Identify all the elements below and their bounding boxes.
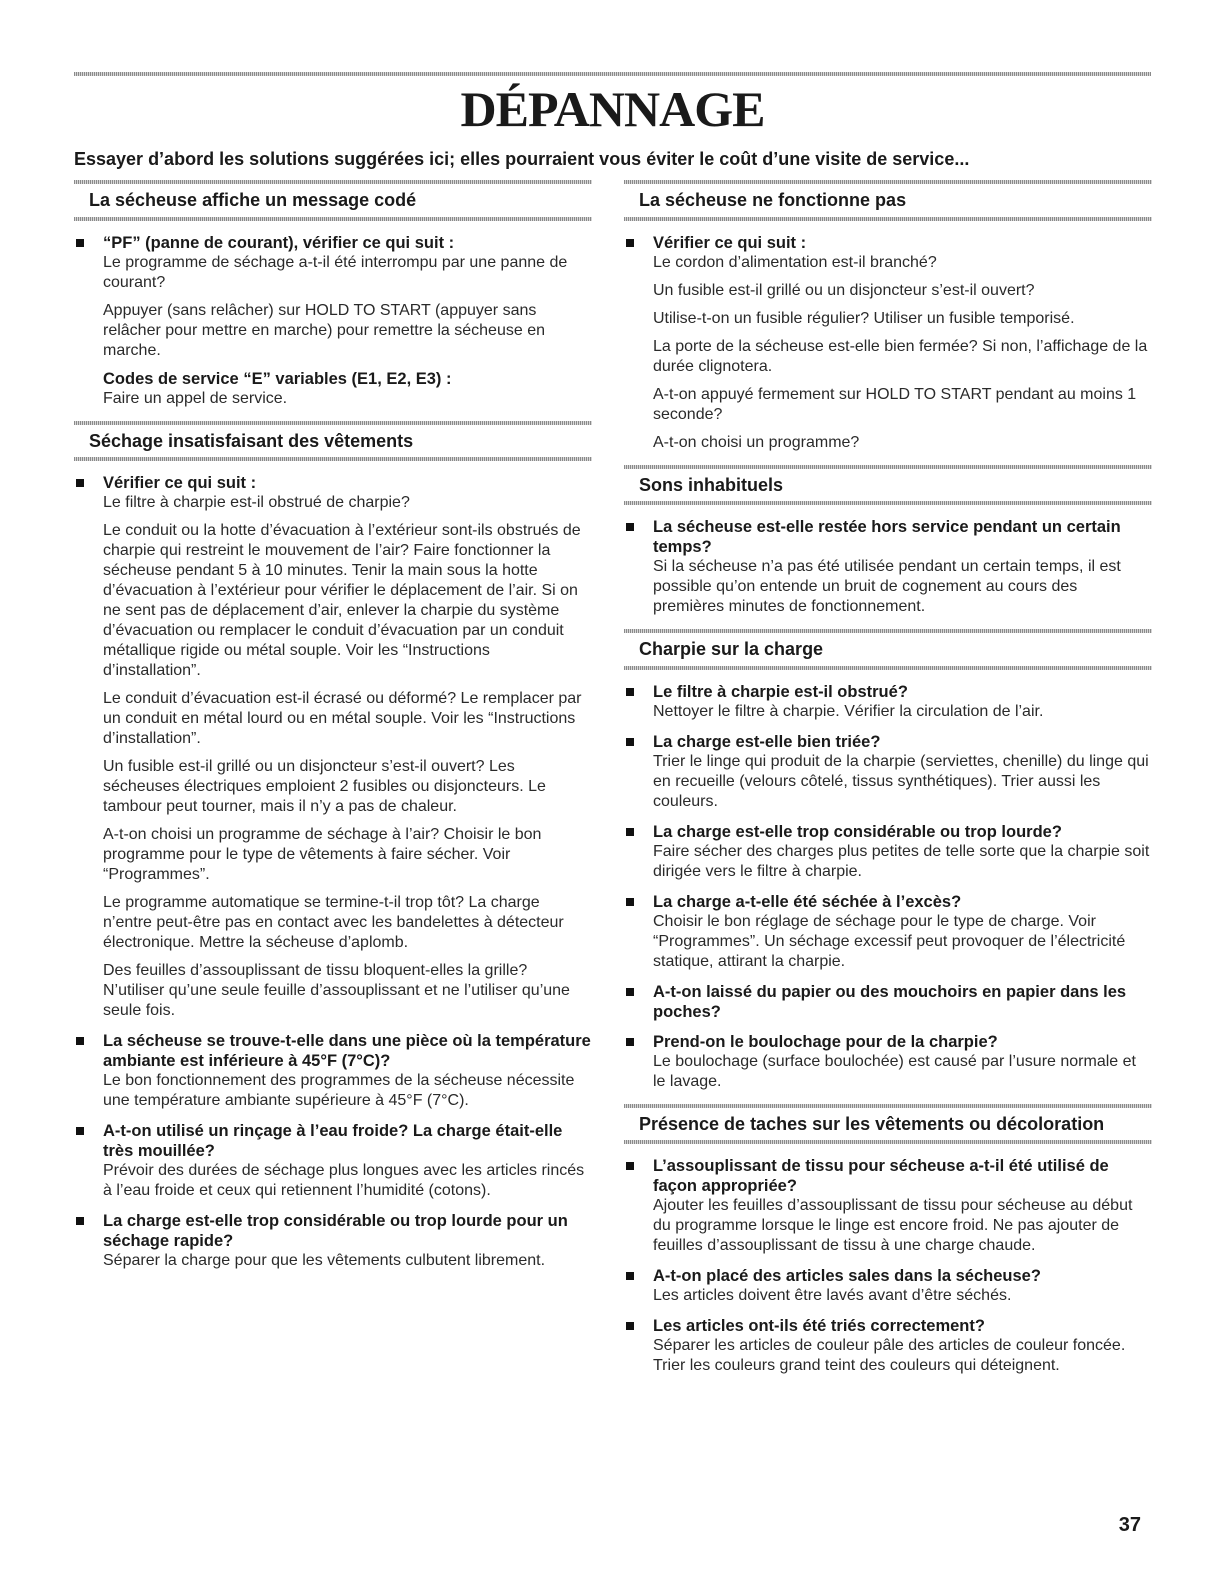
square-bullet-icon: [626, 523, 634, 531]
question: Codes de service “E” variables (E1, E2, E3) :: [103, 369, 452, 388]
answer-text: Séparer la charge pour que les vêtements culbutent librement.: [103, 1252, 546, 1269]
square-bullet-icon: [76, 479, 84, 487]
square-bullet-icon: [626, 988, 634, 996]
section-rule: [624, 1140, 1152, 1144]
list-item: [624, 892, 1152, 972]
question: Vérifier ce qui suit :: [103, 474, 257, 492]
answer-text: Le programme de séchage a-t-il été interrompu par une panne de courant?: [103, 253, 568, 291]
right-column: [624, 180, 1152, 1388]
section-title: Charpie sur la charge: [639, 639, 824, 659]
answer-text: Un fusible est-il grillé ou un disjoncteur s’est-il ouvert? Les sécheuses électriques emploient 2 fusibles ou disjoncteurs. Le tambour peut tourner, mais il n’y a pas de chaleur.: [103, 758, 546, 815]
item-list: [624, 1156, 1152, 1376]
list-item: [624, 1032, 1152, 1092]
question: Les articles ont-ils été triés correctement?: [653, 1317, 985, 1335]
question: La sécheuse se trouve-t-elle dans une pièce où la température ambiante est inférieure à 45°F (7°C)?: [103, 1032, 591, 1070]
section-la-secheuse-ne-fonctionne-pas: [624, 180, 1152, 453]
section-title: Séchage insatisfaisant des vêtements: [89, 430, 414, 451]
answer-text: Nettoyer le filtre à charpie. Vérifier la circulation de l’air.: [653, 702, 1044, 720]
section-la-secheuse-affiche-un-message-code: [74, 180, 592, 409]
list-item: [74, 233, 592, 409]
section-charpie-sur-la-charge: [624, 629, 1152, 1092]
section-sechage-insatisfaisant-des-vetements: [74, 421, 592, 1272]
question: La charge est-elle trop considérable ou trop lourde?: [653, 822, 1062, 841]
section-rule: [74, 217, 592, 221]
question: L’assouplissant de tissu pour sécheuse a-t-il été utilisé de façon appropriée?: [653, 1157, 1109, 1195]
section-sons-inhabituels: [624, 465, 1152, 618]
question: La sécheuse est-elle restée hors service pendant un certain temps?: [653, 518, 1121, 556]
question: “PF” (panne de courant), vérifier ce qui suit :: [103, 233, 455, 252]
answer-text: Prévoir des durées de séchage plus longues avec les articles rincés à l’eau froide et ceux qui retiennent l’humidité (cotons).: [103, 1162, 585, 1199]
section-presence-de-taches-sur-les-vetements-ou-: [624, 1104, 1152, 1377]
answer-text: A-t-on choisi un programme de séchage à l’air? Choisir le bon programme pour le type de vêtements à faire sécher. Voir “Programmes”.: [103, 826, 542, 883]
square-bullet-icon: [76, 239, 84, 247]
question: A-t-on placé des articles sales dans la sécheuse?: [653, 1267, 1041, 1285]
section-title: Sons inhabituels: [639, 474, 784, 495]
section-rule: [624, 501, 1152, 505]
list-item: [624, 682, 1152, 722]
answer-text: A-t-on choisi un programme?: [653, 433, 860, 451]
list-item: [624, 1316, 1152, 1376]
question: La charge est-elle bien triée?: [653, 732, 881, 751]
square-bullet-icon: [626, 828, 634, 836]
answer-text: La porte de la sécheuse est-elle bien fermée? Si non, l’affichage de la durée clignotera.: [653, 337, 1148, 375]
list-item: [624, 517, 1152, 617]
list-item: [74, 473, 592, 1021]
item-list: [624, 517, 1152, 617]
item-list: [74, 233, 592, 409]
list-item: [74, 1121, 592, 1201]
answer-text: Le cordon d’alimentation est-il branché?: [653, 253, 937, 271]
top-rule: [74, 72, 1151, 76]
list-item: [624, 732, 1152, 812]
answer-text: A-t-on appuyé fermement sur HOLD TO START pendant au moins 1 seconde?: [653, 385, 1137, 423]
item-list: [74, 473, 592, 1271]
list-item: [74, 1211, 592, 1271]
answer-text: Des feuilles d’assouplissant de tissu bloquent-elles la grille? N’utiliser qu’une seule feuille d’assouplissant et ne l’utiliser qu’une seule fois.: [103, 962, 570, 1019]
answer-text: Appuyer (sans relâcher) sur HOLD TO START (appuyer sans relâcher pour mettre en marche) pour remettre la sécheuse en marche.: [103, 301, 545, 359]
item-list: [624, 682, 1152, 1092]
answer-text: Faire un appel de service.: [103, 389, 288, 407]
left-column: [74, 180, 592, 1283]
answer-text: Le conduit ou la hotte d’évacuation à l’extérieur sont-ils obstrués de charpie qui restreint le mouvement de l’air? Faire fonctionner la sécheuse pendant 5 à 10 minutes. Tenir la main sous la hotte d’évacuation à l’extérieur pour vérifier le déplacement de l’air. Si on ne sent pas de déplacement d’air, enlever la charpie du système d’évacuation ou remplacer le conduit d’évacuation par un conduit métallique rigide ou métal souple. Voir les “Instructions d’installation”.: [103, 522, 581, 679]
intro-text: Essayer d’abord les solutions suggérées ici; elles pourraient vous éviter le coût d’une visite de service...: [74, 149, 970, 169]
question: La charge est-elle trop considérable ou trop lourde pour un séchage rapide?: [103, 1212, 568, 1250]
question: La charge a-t-elle été séchée à l’excès?: [653, 892, 962, 911]
page-title: DÉPANNAGE: [460, 81, 765, 137]
list-item: [74, 1031, 592, 1111]
square-bullet-icon: [626, 688, 634, 696]
question: Prend-on le boulochage pour de la charpie?: [653, 1032, 998, 1051]
list-item: [624, 822, 1152, 882]
item-list: [624, 233, 1152, 453]
answer-text: Le conduit d’évacuation est-il écrasé ou déformé? Le remplacer par un conduit en métal lourd ou en métal souple. Voir les “Instructions d’installation”.: [103, 690, 582, 747]
list-item: [624, 1266, 1152, 1306]
square-bullet-icon: [626, 239, 634, 247]
square-bullet-icon: [626, 1272, 634, 1280]
question: Le filtre à charpie est-il obstrué?: [653, 682, 908, 701]
square-bullet-icon: [626, 1162, 634, 1170]
list-item: [624, 1156, 1152, 1256]
answer-text: Faire sécher des charges plus petites de telle sorte que la charpie soit dirigée vers le filtre à charpie.: [653, 842, 1150, 880]
section-rule: [624, 217, 1152, 221]
list-item: [624, 982, 1152, 1022]
answer-text: Les articles doivent être lavés avant d’être séchés.: [653, 1287, 1012, 1304]
answer-text: Choisir le bon réglage de séchage pour le type de charge. Voir “Programmes”. Un séchage excessif peut provoquer de l’électricité statique, attirant la charpie.: [653, 912, 1126, 970]
question: A-t-on laissé du papier ou des mouchoirs en papier dans les poches?: [653, 982, 1127, 1021]
square-bullet-icon: [626, 738, 634, 746]
answer-text: Trier le linge qui produit de la charpie (serviettes, chenille) du linge qui en recueille (velours côtelé, tissus synthétiques). Trier aussi les couleurs.: [653, 752, 1149, 810]
answer-text: Le boulochage (surface boulochée) est causé par l’usure normale et le lavage.: [653, 1052, 1136, 1090]
answer-text: Un fusible est-il grillé ou un disjoncteur s’est-il ouvert?: [653, 281, 1035, 299]
answer-text: Le bon fonctionnement des programmes de la sécheuse nécessite une température ambiante supérieure à 45°F (7°C).: [103, 1072, 575, 1109]
answer-text: Si la sécheuse n’a pas été utilisée pendant un certain temps, il est possible qu’on entende un bruit de cognement au cours des premières minutes de fonctionnement.: [653, 558, 1121, 615]
question: A-t-on utilisé un rinçage à l’eau froide? La charge était-elle très mouillée?: [103, 1122, 563, 1160]
page-number: 37: [1118, 1514, 1141, 1536]
section-title: La sécheuse affiche un message codé: [89, 190, 417, 210]
section-title: La sécheuse ne fonctionne pas: [639, 190, 907, 210]
section-rule: [624, 666, 1152, 670]
square-bullet-icon: [76, 1037, 84, 1045]
square-bullet-icon: [76, 1127, 84, 1135]
square-bullet-icon: [626, 1322, 634, 1330]
square-bullet-icon: [76, 1217, 84, 1225]
answer-text: Le filtre à charpie est-il obstrué de charpie?: [103, 494, 410, 511]
answer-text: Le programme automatique se termine-t-il trop tôt? La charge n’entre peut-être pas en contact avec les bandelettes à détecteur électronique. Mettre la sécheuse d’aplomb.: [103, 894, 564, 951]
answer-text: Séparer les articles de couleur pâle des articles de couleur foncée. Trier les couleurs grand teint des couleurs qui déteignent.: [653, 1337, 1126, 1374]
answer-text: Utilise-t-on un fusible régulier? Utiliser un fusible temporisé.: [653, 309, 1075, 327]
square-bullet-icon: [626, 898, 634, 906]
square-bullet-icon: [626, 1038, 634, 1046]
section-title: Présence de taches sur les vêtements ou décoloration: [639, 1113, 1105, 1134]
question: Vérifier ce qui suit :: [653, 233, 807, 252]
section-rule: [74, 457, 592, 461]
list-item: [624, 233, 1152, 453]
answer-text: Ajouter les feuilles d’assouplissant de tissu pour sécheuse au début du programme lorsque le linge est encore froid. Ne pas ajouter de feuilles d’assouplissant de tissu à une charge chaude.: [653, 1197, 1133, 1254]
